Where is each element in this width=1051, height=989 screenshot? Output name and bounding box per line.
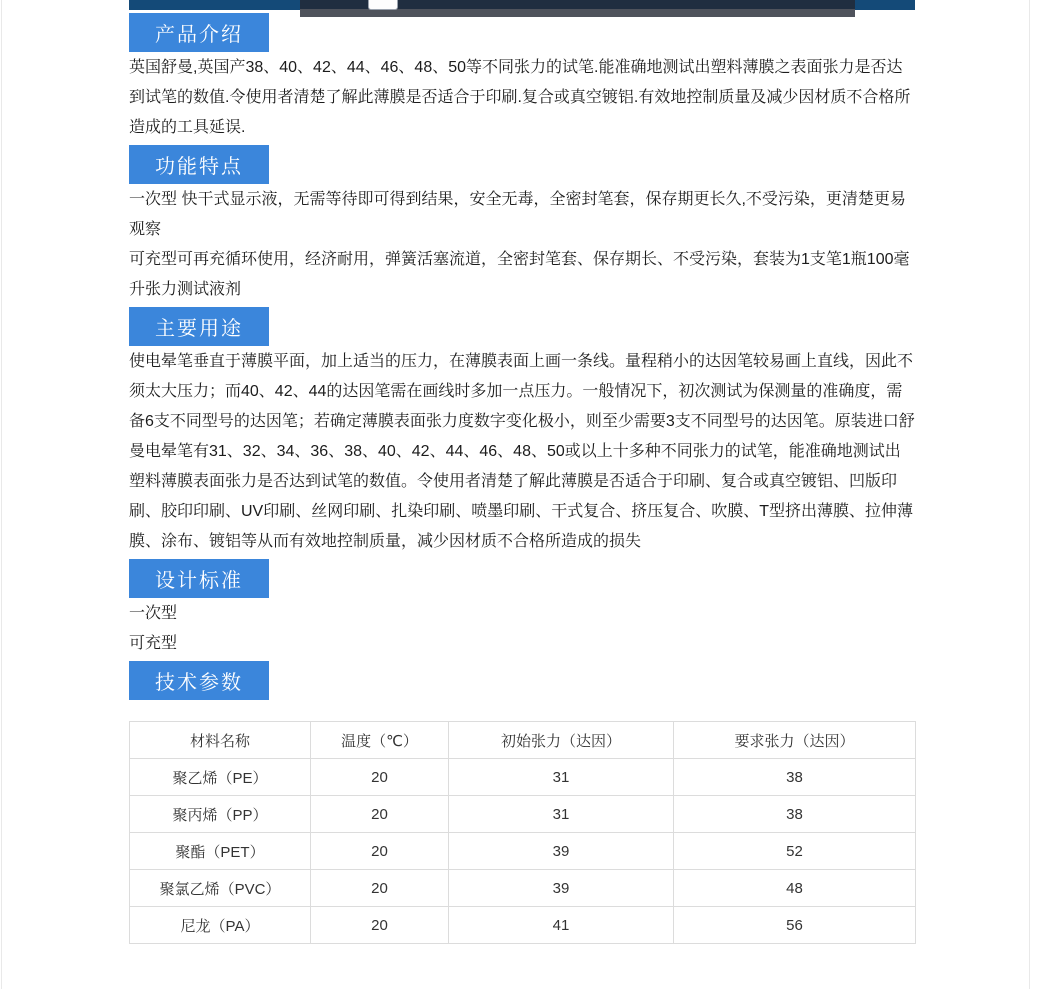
design-standard-refillable: 可充型 [129, 635, 178, 652]
features-text-disposable: 一次型 快干式显示液，无需等待即可得到结果，安全无毒，全密封笔套，保存期更长久,不受污染，更清楚更易观察 [129, 191, 906, 238]
section-button-main-uses[interactable]: 主要用途 [129, 307, 269, 346]
section-button-design-standard[interactable]: 设计标准 [129, 559, 269, 598]
col-header-required-tension: 要求张力（达因） [674, 722, 916, 759]
table-row [130, 907, 916, 944]
cell-material: 聚丙烯（PP） [130, 796, 311, 833]
cell-required-tension: 38 [674, 796, 916, 833]
cell-initial-tension: 31 [449, 759, 674, 796]
table-row [130, 870, 916, 907]
design-standard-disposable: 一次型 [129, 605, 178, 622]
main-uses-text: 使电晕笔垂直于薄膜平面，加上适当的压力，在薄膜表面上画一条线。量程稍小的达因笔较易画上直线，因此不须太大压力；而40、42、44的达因笔需在画线时多加一点压力。一般情况下，初次测试为保测量的准确度，需备6支不同型号的达因笔；若确定薄膜表面张力度数字变化极小，则至少需要3支不同型号的达因笔。原装进口舒曼电晕笔有31、32、34、36、38、40、42、44、46、48、50或以上十多种不同张力的试笔，能准确地测试出塑料薄膜表面张力是否达到试笔的数值。令使用者清楚了解此薄膜是否适合于印刷、复合或真空镀铝、凹版印刷、胶印印刷、UV印刷、丝网印刷、扎染印刷、喷墨印刷、干式复合、挤压复合、吹膜、T型挤出薄膜、拉伸薄膜、涂布、镀铝等从而有效地控制质量，减少因材质不合格所造成的损失 [129, 353, 915, 550]
cell-material: 聚酯（PET） [130, 833, 311, 870]
col-header-temperature: 温度（℃） [311, 722, 449, 759]
cell-required-tension: 56 [674, 907, 916, 944]
cell-temperature: 20 [311, 796, 449, 833]
table-row [130, 796, 916, 833]
tech-params-table [129, 721, 916, 944]
page-left-border [1, 0, 2, 989]
cell-initial-tension: 31 [449, 796, 674, 833]
table-row [130, 759, 916, 796]
cell-material: 聚氯乙烯（PVC） [130, 870, 311, 907]
cell-temperature: 20 [311, 833, 449, 870]
cell-required-tension: 38 [674, 759, 916, 796]
page-right-border [1029, 0, 1030, 989]
section-button-tech-params[interactable]: 技术参数 [129, 661, 269, 700]
cell-material: 尼龙（PA） [130, 907, 311, 944]
product-intro-text: 英国舒曼,英国产38、40、42、44、46、48、50等不同张力的试笔.能准确地测试出塑料薄膜之表面张力是否达到试笔的数值.令使用者清楚了解此薄膜是否适合于印刷.复合或真空镀铝.有效地控制质量及减少因材质不合格所造成的工具延误. [129, 59, 911, 136]
section-button-features[interactable]: 功能特点 [129, 145, 269, 184]
col-header-material: 材料名称 [130, 722, 311, 759]
cell-required-tension: 48 [674, 870, 916, 907]
section-button-product-intro[interactable]: 产品介绍 [129, 13, 269, 52]
product-detail-content [129, 0, 915, 944]
cell-temperature: 20 [311, 870, 449, 907]
features-text-refillable: 可充型可再充循环使用，经济耐用，弹簧活塞流道，全密封笔套、保存期长、不受污染，套装为1支笔1瓶100毫升张力测试液剂 [129, 251, 910, 298]
cell-initial-tension: 39 [449, 870, 674, 907]
table-header-row [130, 722, 916, 759]
table-row [130, 833, 916, 870]
cell-initial-tension: 41 [449, 907, 674, 944]
cell-temperature: 20 [311, 759, 449, 796]
cell-required-tension: 52 [674, 833, 916, 870]
cell-temperature: 20 [311, 907, 449, 944]
col-header-initial-tension: 初始张力（达因） [449, 722, 674, 759]
cell-initial-tension: 39 [449, 833, 674, 870]
cell-material: 聚乙烯（PE） [130, 759, 311, 796]
